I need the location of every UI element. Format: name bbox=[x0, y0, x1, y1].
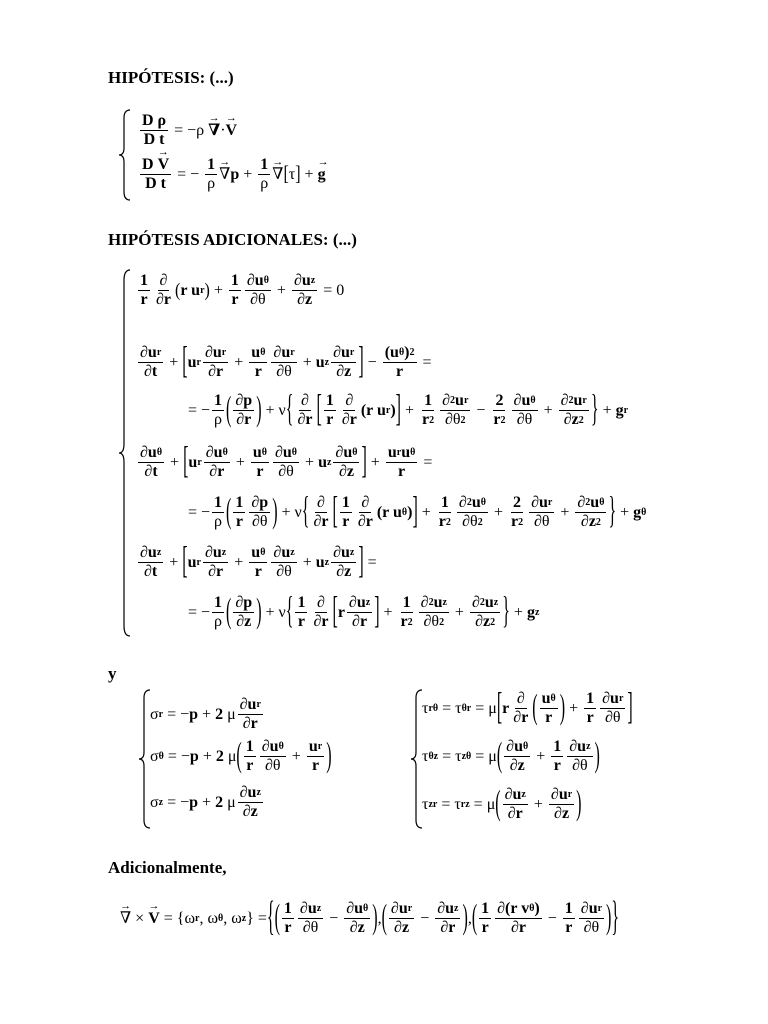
eq-tau-z-r: τ zr = τ rz = μ ( ∂ u z ∂ r + ∂ u r ∂ z ) bbox=[422, 785, 582, 823]
heading-hipotesis-adicionales: HIPÓTESIS ADICIONALES: (...) bbox=[108, 230, 357, 249]
eq-tau-r-theta: τ rθ = τ θr = μ [ r ∂ ∂ r ( u θ r ) + $\frac{1}{r}$ ∂ u r ∂θ ] bbox=[422, 687, 633, 729]
eq-z-momentum-lhs: ∂ u z ∂ t + [ u r ∂ u z ∂ r + u θ r ∂ u z ∂θ + u z ∂ u z ∂ z ] = bbox=[140, 541, 377, 583]
eq-continuity-material: $\frac{\text{D ρ}}{\text{D t}}$ = −ρ → ∇ · → V bbox=[138, 112, 237, 150]
heading-adicionalmente: Adicionalmente, bbox=[108, 858, 227, 877]
eq-tau-theta-z: τ θz = τ zθ = μ ( ∂ u θ ∂ z + $\frac{1}{r}$ ∂ u z ∂θ ) bbox=[422, 737, 600, 775]
heading-y: y bbox=[108, 664, 117, 683]
eq-r-momentum-rhs: = − $\frac{1}{\rho}$ ( ∂ p ∂ r ) + ν { ∂ ∂ r [ $\frac{1}{r}$ ∂ ∂ r (r u r ) ] + 1 r 2 ∂ 2 u r ∂θ 2 − 2 r 2 ∂ u θ ∂θ + ∂ 2 u r ∂ z 2 } + g r bbox=[188, 389, 629, 431]
brace-eq2 bbox=[118, 268, 132, 638]
eq-sigma-theta: σ θ = − p + 2 μ ( $\frac{1}{r}$ ∂ u θ ∂θ + u r r ) bbox=[150, 737, 332, 775]
eq-theta-momentum-lhs: ∂ u θ ∂ t + [ u r ∂ u θ ∂ r + u θ r ∂ u θ ∂θ + u z ∂ u θ ∂ z ] + u r u θ r = bbox=[140, 441, 433, 483]
heading-hipotesis: HIPÓTESIS: (...) bbox=[108, 68, 234, 87]
eq-r-momentum-lhs: ∂ u r ∂ t + [ u r ∂ u r ∂ r + u θ r ∂ u r ∂θ + u z ∂ u r ∂ z ] − (u θ ) 2 r = bbox=[140, 341, 432, 383]
eq-z-momentum-rhs: = − $\frac{1}{\rho}$ ( ∂ p ∂ z ) + ν { $\frac{1}{r}$ ∂ ∂ r [ r ∂ u z ∂ r ] + 1 r 2 ∂ 2 u z ∂θ 2 + ∂ 2 u z ∂ z 2 } + g z bbox=[188, 591, 540, 633]
brace-eq1 bbox=[118, 108, 132, 202]
eq-vorticity: → ∇ × → V = {ω r , ω θ , ω z } = { ( $\frac{1}{r}$ ∂ u z ∂θ − ∂ u θ ∂ z ) , ( ∂ u r ∂ z − ∂ u z ∂ r ) , ( $\frac{1}{r}$ ∂ (r v θ ) ∂ r − $\frac{1}{r}$ ∂ u r ∂θ ) } bbox=[120, 900, 619, 938]
eq-theta-momentum-rhs: = − $\frac{1}{\rho}$ ( $\frac{1}{r}$ ∂ p ∂θ ) + ν { ∂ ∂ r [ $\frac{1}{r}$ ∂ ∂ r (r u θ ) ] + 1 r 2 ∂ 2 u θ ∂θ 2 + 2 r 2 ∂ u r ∂θ + ∂ 2 u θ ∂ z 2 } + g θ bbox=[188, 491, 647, 533]
eq-continuity-cyl: $\frac{1}{r}$ ∂ ∂ r ( r u r ) + $\frac{1}{r}$ ∂ u θ ∂θ + ∂ u z ∂ z = 0 bbox=[140, 272, 345, 309]
eq-momentum-material: D → V D t = − $\frac{1}{\rho}$ → ∇ p + $\frac{1}{\rho}$ → ∇ [ τ ] + → g bbox=[138, 156, 326, 194]
eq-sigma-z: σ z = − p + 2 μ ∂ u z ∂ z bbox=[150, 784, 261, 821]
eq-sigma-r: σ r = − p + 2 μ ∂ u r ∂ r bbox=[150, 696, 261, 733]
